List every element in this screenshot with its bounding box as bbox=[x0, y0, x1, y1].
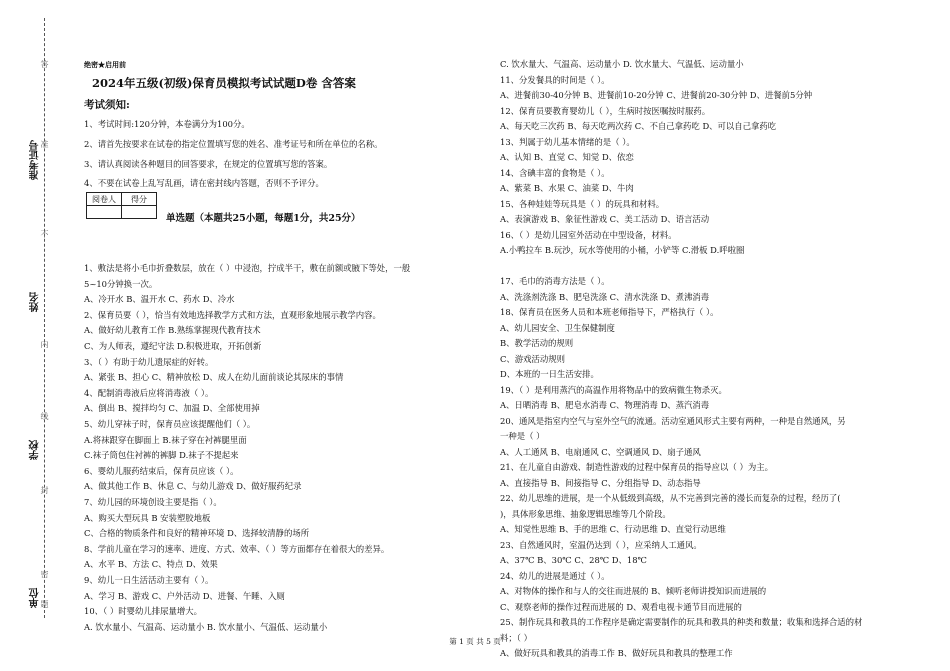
unit-label: 单位 bbox=[30, 588, 41, 608]
question-line: D、本班的一日生活安排。 bbox=[500, 369, 599, 379]
question-line: 5~10分钟换一次。 bbox=[84, 278, 158, 289]
school-label: 学校 bbox=[30, 440, 41, 460]
question-line: 料；（ ） bbox=[500, 632, 532, 643]
question-line: A、洗涤剂洗涤 B、肥皂洗涤 C、清水洗涤 D、煮沸消毒 bbox=[500, 291, 710, 302]
seal-mark: 题 bbox=[40, 600, 49, 608]
seal-mark: 准 bbox=[40, 140, 49, 148]
seal-mark: 封 bbox=[40, 486, 49, 494]
question-line: B、教学活动的规则 bbox=[500, 338, 574, 348]
question-line: A、学习 B、游戏 C、户外活动 D、进餐、午睡、入厕 bbox=[84, 590, 285, 601]
question-line: 9、幼儿一日生活活动主要有（ ）。 bbox=[84, 575, 214, 585]
exam-title: 2024年五级(初级)保育员模拟考试试题D卷 含答案 bbox=[92, 76, 356, 90]
seal-mark: 线 bbox=[40, 412, 49, 420]
seal-line bbox=[44, 18, 45, 618]
question-line: 25、制作玩具和教具的工作程序是确定需要制作的玩具和教具的种类和数量；收集和选择合适的材 bbox=[500, 617, 863, 627]
reviewer-cell: 阅卷人 bbox=[87, 193, 122, 206]
question-line: A、每天吃三次药 B、每天吃两次药 C、不自己拿药吃 D、可以自己拿药吃 bbox=[500, 121, 777, 131]
question-line: 4、配制消毒液后应将消毒液（ ）。 bbox=[84, 387, 214, 398]
score-input-cell[interactable] bbox=[122, 206, 157, 219]
question-line: A、水平 B、方法 C、特点 D、效果 bbox=[84, 559, 218, 570]
secret-label: 绝密★启用前 bbox=[84, 60, 126, 69]
score-cell: 得分 bbox=[122, 193, 157, 206]
question-line: 6、婴幼儿服药结束后，保育员应该（ ）。 bbox=[84, 465, 239, 476]
question-line: C、合格的物质条件和良好的精神环境 D、选择较清静的场所 bbox=[84, 528, 310, 539]
question-line: A.将袜跟穿在脚面上 B.袜子穿在衬裤腿里面 bbox=[84, 434, 247, 445]
question-line: C、为人师表，遵纪守法 D.积极进取，开拓创新 bbox=[84, 341, 262, 351]
question-line: A、人工通风 B、电扇通风 C、空调通风 D、扇子通风 bbox=[500, 446, 701, 457]
question-line: A、购买大型玩具 B 安装塑胶地板 bbox=[84, 512, 211, 523]
question-line: 1、敷法是将小毛巾折叠数层，放在（ ）中浸泡，拧成半干，敷在前额或腋下等处，一般 bbox=[84, 263, 411, 273]
question-line: 18、保育员在医务人员和本班老师指导下，严格执行（ ）。 bbox=[500, 307, 719, 317]
question-line: 一种是（ ） bbox=[500, 431, 545, 441]
question-line: 5、幼儿穿袜子时，保育员应该提醒他们（ ）。 bbox=[84, 419, 256, 429]
question-line: 21、在儿童自由游戏、制造性游戏的过程中保育员的指导应以（ ）为主。 bbox=[500, 462, 773, 472]
question-line: A、做好玩具和教具的消毒工作 B、做好玩具和教具的整理工作 bbox=[500, 648, 733, 658]
question-line: C. 饮水量大、气温高、运动量小 D. 饮水量大、气温低、运动量小 bbox=[500, 59, 744, 69]
question-line: 17、毛巾的消毒方法是（ ）。 bbox=[500, 276, 610, 286]
seal-mark: 内 bbox=[40, 340, 49, 348]
candidate-number-label: 准考证号 bbox=[30, 140, 41, 180]
notice-item: 3、请认真阅读各种题目的回答要求，在规定的位置填写您的答案。 bbox=[84, 159, 333, 169]
name-label: 姓名 bbox=[30, 292, 41, 312]
notice-item: 4、不要在试卷上乱写乱画，请在密封线内答题，否则不予评分。 bbox=[84, 178, 324, 188]
question-line: A.小鸭拉车 B.玩沙，玩水等使用的小桶，小铲等 C.滑板 D.呼啦圈 bbox=[500, 245, 745, 255]
question-line: A、认知 B、直觉 C、知觉 D、依恋 bbox=[500, 152, 634, 162]
question-line: A、进餐前30-40分钟 B、进餐前10-20分钟 C、进餐前20-30分钟 D、进餐前5分钟 bbox=[500, 90, 813, 100]
seal-mark: 不 bbox=[40, 230, 49, 238]
section-title: 单选题（本题共25小题，每题1分，共25分） bbox=[166, 213, 361, 224]
reviewer-input-cell[interactable] bbox=[87, 206, 122, 219]
question-line: A、表演游戏 B、象征性游戏 C、美工活动 D、语言活动 bbox=[500, 214, 710, 224]
question-line: 22、幼儿思维的进展，是一个从低级到高级，从不完善到完善的漫长而复杂的过程，经历了( bbox=[500, 493, 841, 503]
question-line: A、紫菜 B、水果 C、油菜 D、牛肉 bbox=[500, 183, 634, 193]
question-line: A、幼儿园安全、卫生保健制度 bbox=[500, 322, 615, 333]
question-line: 8、学前儿童在学习的速率、进度、方式、效率、（ ）等方面都存在着很大的差异。 bbox=[84, 543, 390, 554]
question-line: A、直接指导 B、间接指导 C、分组指导 D、动态指导 bbox=[500, 477, 701, 488]
notice-item: 1、考试时间:120分钟，本卷满分为100分。 bbox=[84, 119, 250, 129]
question-line: 16、（ ）是幼儿园室外活动在中型设备，材料。 bbox=[500, 229, 677, 240]
question-line: 2、保育员要（ ），恰当有效地选择教学方式和方法，直观形象地展示教学内容。 bbox=[84, 309, 381, 320]
question-line: A、37℃ B、30℃ C、28℃ D、18℃ bbox=[500, 555, 647, 565]
question-line: A、倒出 B、搅拌均匀 C、加温 D、全部使用掉 bbox=[84, 403, 260, 414]
question-line: A、紧张 B、担心 C、精神放松 D、成人在幼儿面前谈论其尿床的事情 bbox=[84, 372, 344, 383]
page-footer: 第 1 页 共 5 页 bbox=[449, 637, 501, 646]
question-line: A、做其他工作 B、休息 C、与幼儿游戏 D、做好服药纪录 bbox=[84, 481, 302, 492]
binding-margin bbox=[0, 0, 60, 671]
question-line: 19、（ ）是利用蒸汽的高温作用将物品中的致病微生物杀灭。 bbox=[500, 384, 727, 395]
question-line: A. 饮水量小、气温高、运动量小 B. 饮水量小、气温低、运动量小 bbox=[84, 621, 328, 632]
notice-item: 2、请首先按要求在试卷的指定位置填写您的姓名、准考证号和所在单位的名称。 bbox=[84, 139, 383, 149]
question-line: 15、各种娃娃等玩具是（ ）的玩具和材料。 bbox=[500, 198, 665, 209]
question-line: 13、判属于幼儿基本情绪的是（ ）。 bbox=[500, 136, 635, 147]
question-line: 7、幼儿园的环境创设主要是指（ ）。 bbox=[84, 497, 222, 507]
question-line: )，具体形象思维、抽象逻辑思维等几个阶段。 bbox=[500, 508, 671, 519]
question-line: A、冷开水 B、温开水 C、药水 D、冷水 bbox=[84, 294, 235, 305]
seal-mark: 密 bbox=[40, 570, 49, 578]
question-line: C、游戏活动规则 bbox=[500, 353, 566, 364]
question-line: 10、（ ）时婴幼儿排尿量增大。 bbox=[84, 606, 202, 617]
question-line: 12、保育员要教育婴幼儿（ ），生病时按医嘱按时服药。 bbox=[500, 105, 711, 116]
question-line: A、对物体的操作和与人的交往而进展的 B、倾听老师讲授知识而进展的 bbox=[500, 586, 767, 596]
question-line: A、知觉性思维 B、手的思维 C、行动思维 D、直觉行动思维 bbox=[500, 524, 726, 534]
question-line: C、观察老师的操作过程而进展的 D、观看电视卡通节目而进展的 bbox=[500, 601, 742, 612]
question-line: 24、幼儿的进展是通过（ ）。 bbox=[500, 570, 610, 581]
question-line: C.袜子筒包住衬裤的裤脚 D.袜子不提起来 bbox=[84, 450, 239, 461]
question-line: 20、通风是指室内空气与室外空气的流通。活动室通风形式主要有两种，一种是自然通风，另 bbox=[500, 415, 846, 426]
question-line: 3、（ ）有助于幼儿遗尿症的好转。 bbox=[84, 356, 214, 367]
question-line: 23、自然通风时，室温仍达到（ ），应采纳人工通风。 bbox=[500, 539, 702, 550]
notice-heading: 考试须知: bbox=[84, 99, 130, 111]
score-box bbox=[86, 192, 157, 219]
question-line: A、做好幼儿教育工作 B.熟练掌握现代教育技术 bbox=[84, 325, 261, 336]
question-line: 11、分发餐具的时间是（ ）。 bbox=[500, 74, 610, 85]
question-line: A、日晒消毒 B、肥皂水消毒 C、物理消毒 D、蒸汽消毒 bbox=[500, 400, 710, 410]
seal-mark: 答 bbox=[40, 60, 49, 68]
question-line: 14、含碘丰富的食物是（ ）。 bbox=[500, 167, 610, 178]
